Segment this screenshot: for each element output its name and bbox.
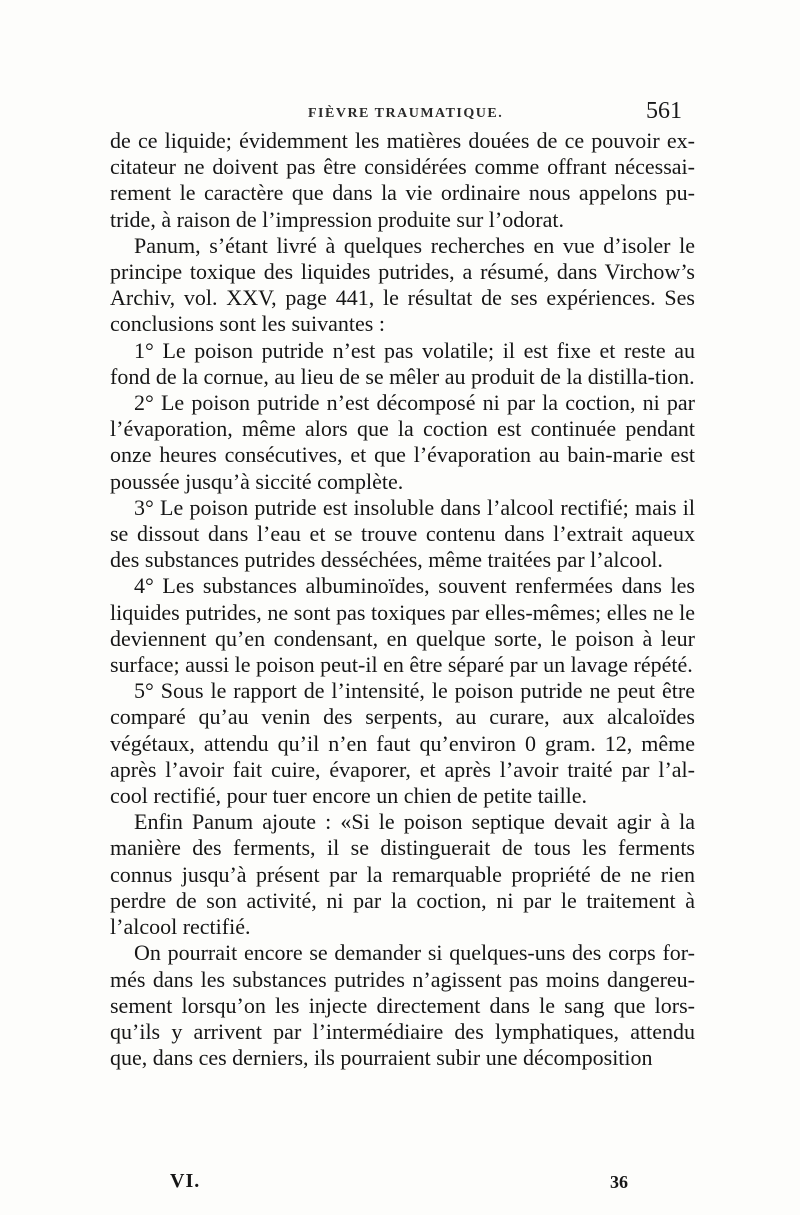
- sheet-number: 36: [610, 1172, 628, 1192]
- paragraph-continuation: de ce liquide; évidemment les matières douées de ce pouvoir ex-citateur ne doivent pas être considérées comme offrant nécessai-rement le caractère que dans la vie ordinaire nous appelons pu-tride, à raison de l’impression produite sur l’odorat.: [110, 128, 695, 232]
- paragraph-panum-intro: Panum, s’étant livré à quelques recherches en vue d’isoler le principe toxique des liquides putrides, a résumé, dans Virchow’s Archiv, vol. XXV, page 441, le résultat de ses expériences. Ses conclusions sont les suivantes :: [110, 232, 695, 337]
- running-head: [110, 98, 690, 128]
- paragraph-panum-quote: Enfin Panum ajoute : «Si le poison septique devait agir à la manière des ferments, il se distinguerait de tous les ferments connus jusqu’à présent par la remarquable propriété de ne rien perdre de son activité, ni par la coction, ni par le traitement à l’alcool rectifié.: [110, 809, 695, 940]
- body-text: [110, 128, 695, 1071]
- paragraph-conclusion-1: 1° Le poison putride n’est pas volatile; il est fixe et reste au fond de la cornue, au lieu de se mêler au produit de la distilla-tion.: [110, 337, 695, 389]
- paragraph-conclusion-2: 2° Le poison putride n’est décomposé ni par la coction, ni par l’évaporation, même alors que la coction est continuée pendant onze heures consécutives, et que l’évaporation au bain-marie est poussée jusqu’à siccité complète.: [110, 390, 695, 494]
- paragraph-conclusion-4: 4° Les substances albuminoïdes, souvent renfermées dans les liquides putrides, ne sont pas toxiques par elles-mêmes; elles ne le deviennent qu’en condensant, en quelque sorte, le poison à leur surface; aussi le poison peut-il en être séparé par un lavage répété.: [110, 573, 695, 678]
- paragraph-conclusion-5: 5° Sous le rapport de l’intensité, le poison putride ne peut être comparé qu’au venin des serpents, au curare, aux alcaloïdes végétaux, attendu qu’il n’en faut qu’environ 0 gram. 12, même après l’avoir fait cuire, évaporer, et après l’avoir traité par l’al-cool rectifié, pour tuer encore un chien de petite taille.: [110, 678, 695, 809]
- running-title: FIÈVRE TRAUMATIQUE.: [308, 106, 504, 121]
- page-number: 561: [646, 98, 682, 124]
- signature-mark: VI.: [170, 1170, 201, 1192]
- paragraph-final: On pourrait encore se demander si quelques-uns des corps for-més dans les substances putrides n’agissent pas moins dangereu-sement lorsqu’on les injecte directement dans le sang que lors-qu’ils y arrivent par l’intermédiaire des lymphatiques, attendu que, dans ces derniers, ils pourraient subir une décomposition: [110, 940, 695, 1071]
- paragraph-conclusion-3: 3° Le poison putride est insoluble dans l’alcool rectifié; mais il se dissout dans l’eau et se trouve contenu dans l’extrait aqueux des substances putrides desséchées, même traitées par l’alcool.: [110, 494, 695, 573]
